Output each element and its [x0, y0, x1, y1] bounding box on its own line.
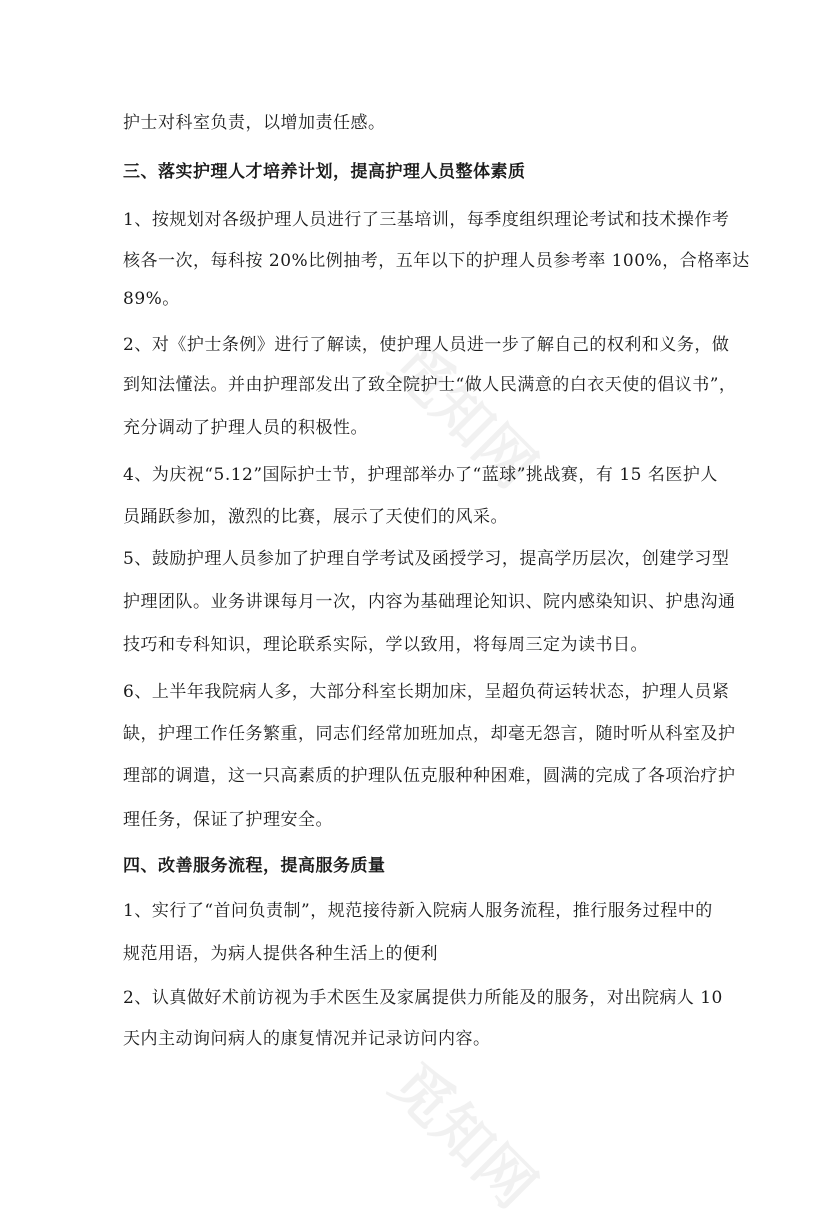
- body-line: 理部的调遣，这一只高素质的护理队伍克服种种困难，圆满的完成了各项治疗护: [123, 766, 736, 786]
- body-line: 充分调动了护理人员的积极性。: [123, 418, 368, 438]
- body-line: 天内主动询问病人的康复情况并记录访问内容。: [123, 1029, 491, 1049]
- body-line: 2、对《护士条例》进行了解读，使护理人员进一步了解自己的权利和义务，做: [123, 335, 730, 355]
- body-line: 2、认真做好术前访视为手术医生及家属提供力所能及的服务，对出院病人 10: [123, 988, 723, 1008]
- body-line: 5、鼓励护理人员参加了护理自学考试及函授学习，提高学历层次，创建学习型: [123, 549, 730, 569]
- body-line: 1、按规划对各级护理人员进行了三基培训，每季度组织理论考试和技术操作考: [123, 210, 730, 230]
- body-line: 到知法懂法。并由护理部发出了致全院护士“做人民满意的白衣天使的倡议书”，: [123, 375, 737, 395]
- body-line: 核各一次，每科按 20%比例抽考，五年以下的护理人员参考率 100%，合格率达: [123, 251, 750, 271]
- body-line: 规范用语，为病人提供各种生活上的便利: [123, 944, 438, 964]
- body-line: 缺，护理工作任务繁重，同志们经常加班加点，却毫无怨言，随时听从科室及护: [123, 724, 736, 744]
- body-line: 89%。: [123, 289, 180, 309]
- section-heading: 三、落实护理人才培养计划，提高护理人员整体素质: [123, 162, 526, 182]
- body-line: 技巧和专科知识，理论联系实际，学以致用，将每周三定为读书日。: [123, 635, 648, 655]
- body-line: 理任务，保证了护理安全。: [123, 810, 333, 830]
- section-heading: 四、改善服务流程，提高服务质量: [123, 856, 386, 876]
- body-line: 6、上半年我院病人多，大部分科室长期加床，呈超负荷运转状态，护理人员紧: [123, 682, 730, 702]
- watermark-top: 觅知网: [377, 329, 550, 502]
- body-line: 4、为庆祝“5.12”国际护士节，护理部举办了“蓝球”挑战赛，有 15 名医护人: [123, 465, 718, 485]
- body-line: 护士对科室负责，以增加责任感。: [123, 113, 386, 133]
- body-line: 1、实行了“首问负责制”，规范接待新入院病人服务流程，推行服务过程中的: [123, 901, 713, 921]
- watermark-bottom: 觅知网: [377, 1049, 550, 1222]
- body-line: 护理团队。业务讲课每月一次，内容为基础理论知识、院内感染知识、护患沟通: [123, 592, 736, 612]
- body-line: 员踊跃参加，激烈的比赛，展示了天使们的风采。: [123, 507, 508, 527]
